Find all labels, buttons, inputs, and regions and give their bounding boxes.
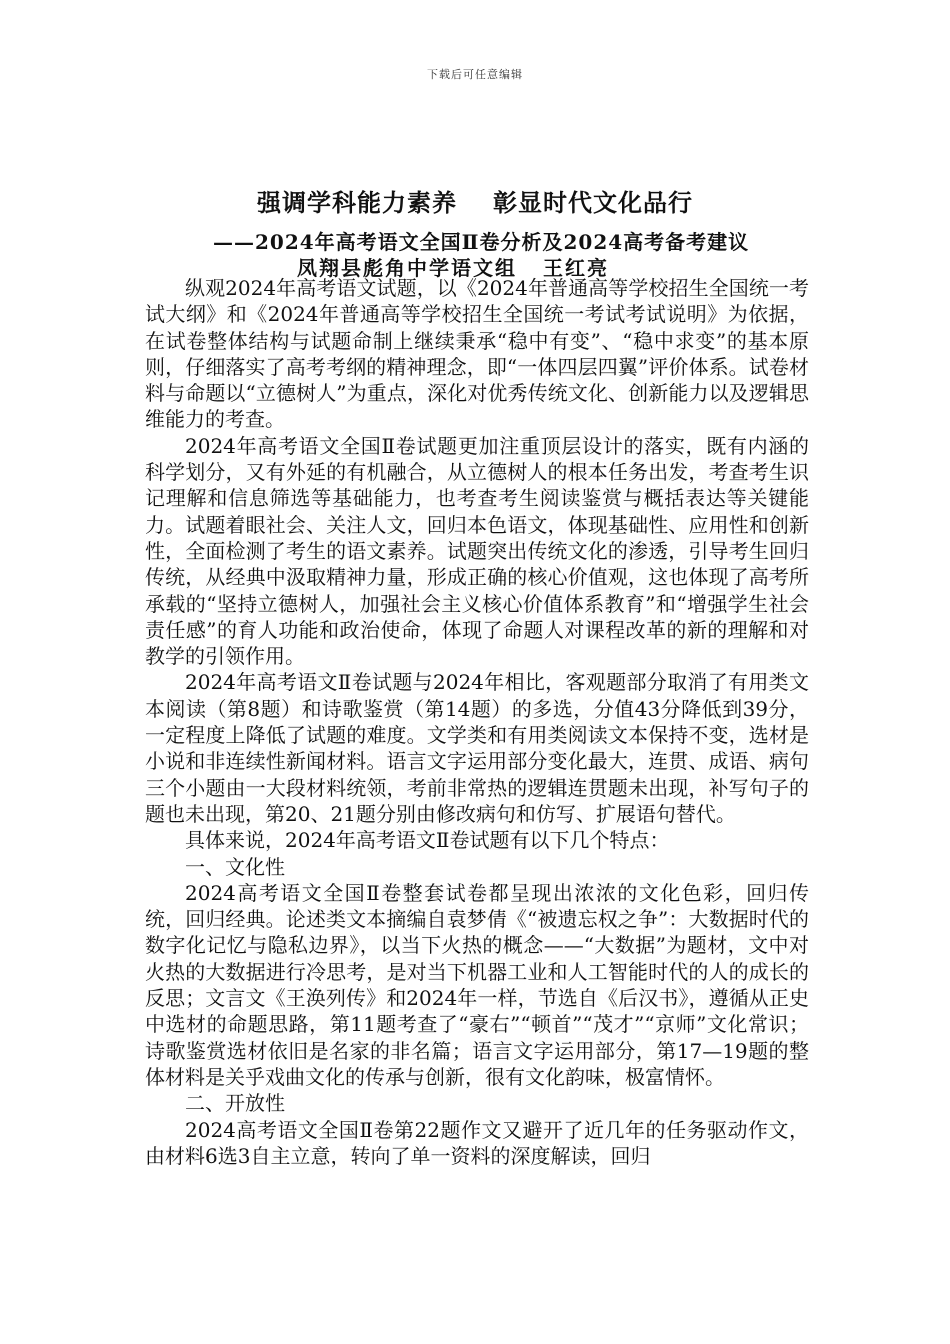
paragraph-openness: 2024高考语文全国Ⅱ卷第22题作文又避开了近几年的任务驱动作文，由材料6选3自主立意，转向了单一资料的深度解读，回归 bbox=[145, 1117, 809, 1168]
paragraph-design: 2024年高考语文全国Ⅱ卷试题更加注重顶层设计的落实，既有内涵的科学划分，又有外延的有机融合，从立德树人的根本任务出发，考查考生识记理解和信息筛选等基础能力，也考查考生阅读鉴赏与概括表达等关键能力。试题着眼社会、关注人文，回归本色语文，体现基础性、应用性和创新性，全面检测了考生的语文素养。试题突出传统文化的渗透，引导考生回归传统，从经典中汲取精神力量，形成正确的核心价值观，这也体现了高考所承载的“坚持立德树人，加强社会主义核心价值体系教育”和“增强学生社会责任感”的育人功能和政治使命，体现了命题人对课程改革的新的理解和对教学的引领作用。 bbox=[145, 433, 809, 669]
header-note: 下载后可任意编辑 bbox=[427, 68, 523, 81]
body-text bbox=[145, 275, 809, 1169]
section-heading-openness: 二、开放性 bbox=[185, 1091, 285, 1116]
paragraph-comparison: 2024年高考语文Ⅱ卷试题与2024年相比，客观题部分取消了有用类文本阅读（第8题）和诗歌鉴赏（第14题）的多选，分值43分降低到39分，一定程度上降低了试题的难度。文学类和有用类阅读文本保持不变，选材是小说和非连续性新闻材料。语言文字运用部分变化最大，连贯、成语、病句三个小题由一大段材料统领，考前非常热的逻辑连贯题未出现，补写句子的题也未出现，第20、21题分别由修改病句和仿写、扩展语句替代。 bbox=[145, 670, 809, 826]
paragraph-features-lead: 具体来说，2024年高考语文Ⅱ卷试题有以下几个特点： bbox=[185, 828, 670, 853]
section-heading-culture: 一、文化性 bbox=[185, 854, 285, 879]
document-title bbox=[0, 183, 950, 218]
title-part-1: 强调学科能力素养 bbox=[257, 189, 457, 217]
paragraph-culture: 2024高考语文全国Ⅱ卷整套试卷都呈现出浓浓的文化色彩，回归传统，回归经典。论述类文本摘编自袁梦倩《“被遗忘权之争”：大数据时代的数字化记忆与隐私边界》，以当下火热的概念——“大数据”为题材，文中对火热的大数据进行冷思考，是对当下机器工业和人工智能时代的人的成长的反思；文言文《王涣列传》和2024年一样，节选自《后汉书》，遵循从正史中选材的命题思路，第11题考查了“豪右”“顿首”“茂才”“京师”文化常识；诗歌鉴赏选材依旧是名家的非名篇；语言文字运用部分，第17—19题的整体材料是关乎戏曲文化的传承与创新，很有文化韵味，极富情怀。 bbox=[145, 880, 809, 1089]
author-name: 王红亮 bbox=[543, 256, 609, 280]
title-part-2: 彰显时代文化品行 bbox=[493, 189, 693, 217]
paragraph-intro: 纵观2024年高考语文试题，以《2024年普通高等学校招生全国统一考试大纲》和《2024年普通高等学校招生全国统一考试考试说明》为依据，在试卷整体结构与试题命制上继续秉承“稳中有变”、“稳中求变”的基本原则，仔细落实了高考考纲的精神理念，即“一体四层四翼”评价体系。试卷材料与命题以“立德树人”为重点，深化对优秀传统文化、创新能力以及逻辑思维能力的考查。 bbox=[145, 276, 809, 432]
document-subtitle: ——2024年高考语文全国Ⅱ卷分析及2024高考备考建议 bbox=[213, 230, 750, 254]
author-school: 凤翔县彪角中学语文组 bbox=[297, 256, 517, 280]
